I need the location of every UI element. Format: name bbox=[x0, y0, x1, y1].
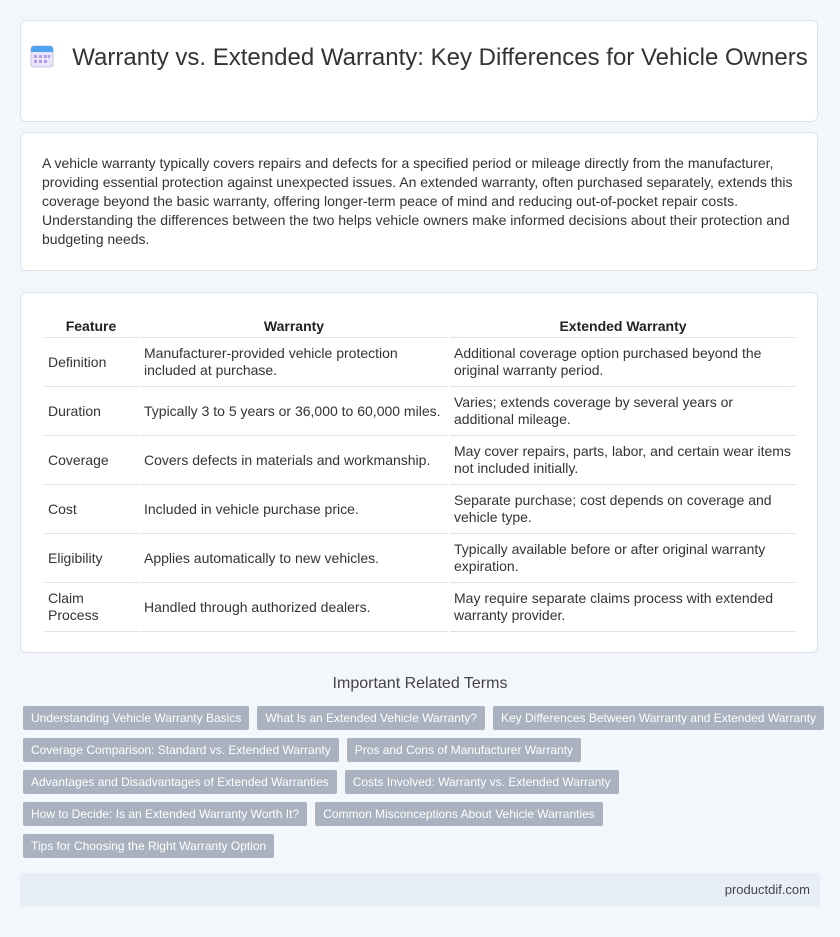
page-title-text: Warranty vs. Extended Warranty: Key Differences for Vehicle Owners bbox=[72, 44, 808, 71]
related-term-link[interactable]: Coverage Comparison: Standard vs. Extended Warranty bbox=[23, 738, 339, 762]
title-card bbox=[20, 20, 818, 122]
related-term-link[interactable]: Pros and Cons of Manufacturer Warranty bbox=[347, 738, 581, 762]
table-row bbox=[44, 387, 796, 436]
feature-cell: Coverage bbox=[44, 436, 138, 485]
extended-warranty-cell: Varies; extends coverage by several years or additional mileage. bbox=[450, 387, 796, 436]
tag-row bbox=[23, 738, 823, 762]
related-term-link[interactable]: Costs Involved: Warranty vs. Extended Warranty bbox=[345, 770, 619, 794]
warranty-cell: Included in vehicle purchase price. bbox=[140, 485, 448, 534]
header-extended-warranty: Extended Warranty bbox=[450, 315, 796, 338]
table-header-row bbox=[44, 315, 796, 338]
warranty-cell: Covers defects in materials and workmanship. bbox=[140, 436, 448, 485]
related-terms-heading: Important Related Terms bbox=[332, 675, 508, 692]
related-term-link[interactable]: Understanding Vehicle Warranty Basics bbox=[23, 706, 249, 730]
table-row bbox=[44, 485, 796, 534]
table-row bbox=[44, 436, 796, 485]
extended-warranty-cell: Separate purchase; cost depends on coverage and vehicle type. bbox=[450, 485, 796, 534]
feature-cell: Claim Process bbox=[44, 583, 138, 632]
related-term-link[interactable]: How to Decide: Is an Extended Warranty Worth It? bbox=[23, 802, 307, 826]
header-feature: Feature bbox=[44, 315, 138, 338]
warranty-cell: Manufacturer-provided vehicle protection included at purchase. bbox=[140, 338, 448, 387]
related-term-link[interactable]: Advantages and Disadvantages of Extended Warranties bbox=[23, 770, 337, 794]
extended-warranty-cell: May cover repairs, parts, labor, and certain wear items not included initially. bbox=[450, 436, 796, 485]
tag-row bbox=[23, 770, 823, 794]
tag-row bbox=[23, 706, 823, 730]
extended-warranty-cell: Additional coverage option purchased beyond the original warranty period. bbox=[450, 338, 796, 387]
feature-cell: Definition bbox=[44, 338, 138, 387]
tag-row bbox=[23, 834, 823, 858]
calendar-icon bbox=[30, 44, 54, 68]
intro-card bbox=[20, 132, 818, 271]
related-terms-list bbox=[23, 706, 823, 866]
footer bbox=[20, 873, 820, 906]
related-term-link[interactable]: Tips for Choosing the Right Warranty Option bbox=[23, 834, 274, 858]
table-row bbox=[44, 534, 796, 583]
intro-paragraph: A vehicle warranty typically covers repairs and defects for a specified period or mileage directly from the manufacturer, providing essential protection against unexpected issues. An extended warranty, often purchased separately, extends this coverage beyond the basic warranty, offering longer-term peace of mind and reducing out-of-pocket repair costs. Understanding the differences between the two helps vehicle owners make informed decisions about their protection and budgeting needs. bbox=[42, 155, 793, 247]
warranty-cell: Typically 3 to 5 years or 36,000 to 60,000 miles. bbox=[140, 387, 448, 436]
feature-cell: Duration bbox=[44, 387, 138, 436]
warranty-cell: Applies automatically to new vehicles. bbox=[140, 534, 448, 583]
feature-cell: Eligibility bbox=[44, 534, 138, 583]
footer-site-name: productdif.com bbox=[724, 882, 810, 897]
tag-row bbox=[23, 802, 823, 826]
warranty-cell: Handled through authorized dealers. bbox=[140, 583, 448, 632]
related-term-link[interactable]: Key Differences Between Warranty and Extended Warranty bbox=[493, 706, 824, 730]
feature-cell: Cost bbox=[44, 485, 138, 534]
extended-warranty-cell: May require separate claims process with extended warranty provider. bbox=[450, 583, 796, 632]
table-row bbox=[44, 583, 796, 632]
table-row bbox=[44, 338, 796, 387]
comparison-card bbox=[20, 292, 818, 653]
header-warranty: Warranty bbox=[140, 315, 448, 338]
related-term-link[interactable]: What Is an Extended Vehicle Warranty? bbox=[257, 706, 485, 730]
comparison-table bbox=[42, 315, 798, 632]
related-term-link[interactable]: Common Misconceptions About Vehicle Warranties bbox=[315, 802, 603, 826]
extended-warranty-cell: Typically available before or after original warranty expiration. bbox=[450, 534, 796, 583]
page-title bbox=[21, 43, 817, 72]
